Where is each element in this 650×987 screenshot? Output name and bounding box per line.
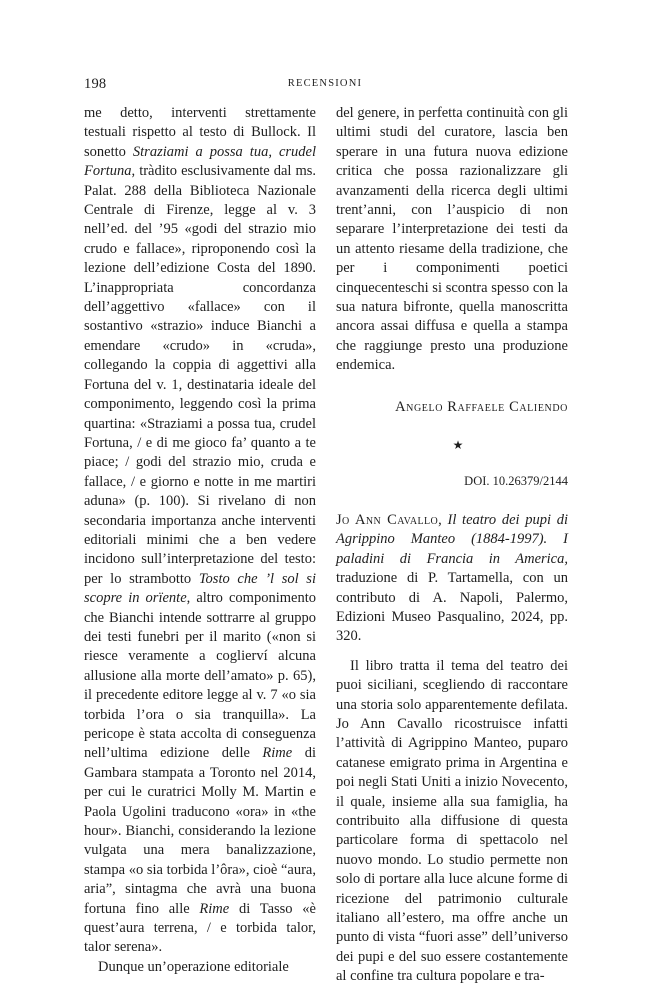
book-author: Jo Ann Cavallo [336,511,439,528]
text-run: , tràdito esclusivamente dal ms. Palat. 288 della Biblioteca Nazionale Centrale di Firenze, legge al v. 3 nell’ed. del ’95 «godi del strazio mio crudo e fallace», riproponendo così la lezione dell’edizione Costa del 1890. L’inappropriata concordanza dell’aggettivo «fallace» con il sostantivo «strazio» induce Bianchi a emendare «crudo» in «cruda», collegando la coppia di aggettivi alla Fortuna del v. 1, destinataria ideale del componimento, leggendo così la prima quartina: «Straziami a possa tua, crudel Fortuna, / e di me gioco fa’ quanto a te piace; / godi del strazio mio, cruda e fallace, / e giorno e notte in me martiri aduna» (p. 100). Si rivelano di non secondaria importanza anche interventi editoriali minimi che a ben vedere incidono sull’interpretazione del testo: per lo strambotto [84,163,316,587]
text-run: traduzione di P. Tartamella, con un contributo di A. Napoli, Palermo, Edizioni Museo Pasqualino, 2024, pp. 320. [336,570,568,645]
review-paragraph [84,104,316,958]
bibliographic-reference [336,511,568,647]
review-paragraph: Il libro tratta il tema del teatro dei puoi siciliani, scegliendo di raccontare una storia solo apparentemente defilata. Jo Ann Cavallo ricostruisce infatti l’attività di Agrippino Manteo, puparo catanese emigrato prima in Argentina e poi negli Stati Uniti a inizio Novecento, il quale, insieme alla sua famiglia, ha contribuito alla diffusione di questa particolare forma di spettacolo nel nuovo mondo. Lo studio permette non solo di portare alla luce alcune forme di ricezione del patrimonio culturale italiano all’estero, ma offre anche un punto di vista “fuori asse” dell’universo dei pupi e del suo essere costantemente al confine tra cultura popolare e tra- [336,657,568,985]
reviewer-signature: Angelo Raffaele Caliendo [395,398,568,415]
text-run: , [438,511,448,528]
italic-title: Rime [262,745,293,762]
doi-link[interactable]: DOI. 10.26379/2144 [464,473,568,488]
right-column [336,104,568,987]
running-head: RECENSIONI [287,78,363,89]
italic-title: Tosto che ’l sol si scopre in orïente [84,570,316,607]
text-run: di Gambara stampata a Toronto nel 2014, per cui le curatrici Molly M. Martin e Paola Ugolini traducono «ora» in «the hour». Bianchi, considerando la lezione vulgata una mera banalizzazione, stampa «o sia torbida l’ôra», cioè “aura, aria”, sintagma che avrà una buona fortuna fino alle [84,745,316,917]
text-run: , altro componimento che Bianchi intende sottrarre al gruppo dei testi funebri per il marito («non si riesce veramente a coglierví alcuna allusione alla morte dell’amato» p. 65), il precedente editore legge al v. 7 «o sia torbida l’ora o sia tranquilla». La pericope è stata accolta di conseguenza nell’ultima edizione delle [84,590,316,762]
star-separator-icon: ★ [452,438,464,453]
review-paragraph: del genere, in perfetta continuità con gli ultimi studi del curatore, lascia ben sperare in una futura nuova edizione critica che possa razionalizzare gli avanzamenti della ricerca degli ultimi trent’anni, con l’auspicio di non separare l’interpretazione dei testi da un attento riesame della tradizione, che per i componimenti poetici cinquecenteschi si scontra spesso con la sua natura bifronte, quella manoscritta ancora assai diffusa e quella a stampa che raggiunge presto una produzione endemica. [336,105,568,374]
left-column [84,104,316,977]
review-paragraph: Dunque un’operazione editoriale [98,958,289,975]
italic-title: Rime [199,900,230,917]
text-run: di Tasso «è quest’aura terrena, / e torbida talor, talor serena». [84,900,316,956]
book-title: Il teatro dei pupi di Agrippino Manteo (1884-1997). I paladini di Francia in America, [336,511,569,567]
italic-title: Straziami a possa tua, crudel Fortuna [84,143,317,180]
page-number: 198 [84,76,107,92]
text-run: me detto, interventi strettamente testuali rispetto al testo di Bullock. Il sonetto [84,105,316,160]
